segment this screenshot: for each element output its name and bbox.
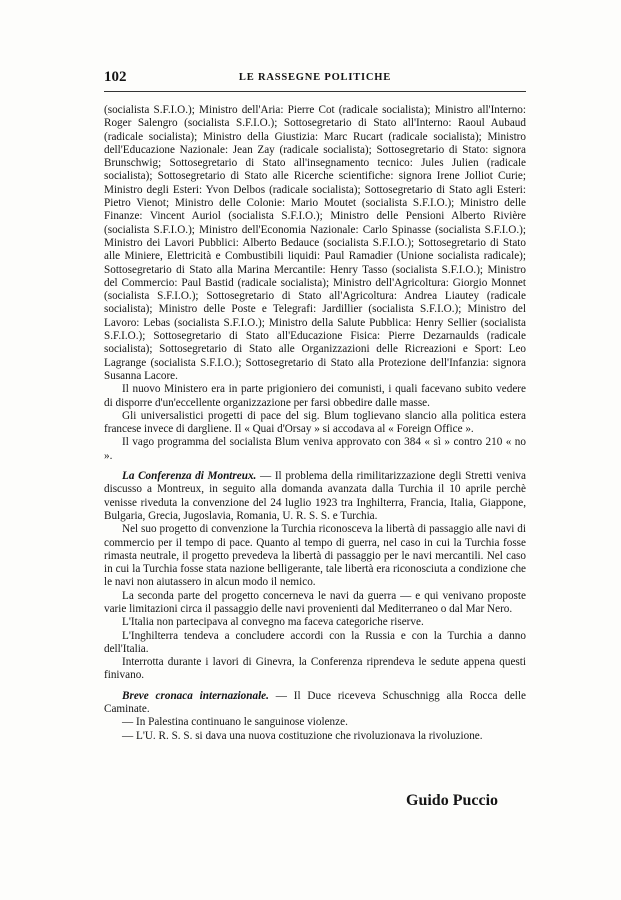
page-number: 102 [104,69,127,85]
paragraph-vote: Il vago programma del socialista Blum veniva approvato con 384 « sì » contro 210 « no ». [104,436,526,462]
section-cronaca [104,690,526,717]
paragraph-communists: Il nuovo Ministero era in parte prigioniero dei comunisti, i quali facevano subito vedere di disporre d'un'eccellente organizzazione per farsi obbedire dalle masse. [104,383,526,409]
section-title-cronaca: Breve cronaca internazionale. [122,689,269,702]
section-text-cronaca: — Il Duce riceveva Schuschnigg alla Rocca delle Caminate. [104,689,526,716]
running-title: LE RASSEGNE POLITICHE [238,72,392,83]
author-signature: Guido Puccio [406,792,499,809]
section-title-montreux: La Conferenza di Montreux. [122,470,257,483]
section-montreux [104,470,526,523]
header-rule [104,91,526,92]
paragraph-italy: L'Italia non partecipava al convegno ma faceva categoriche riserve. [122,616,424,629]
page-header [104,69,526,87]
paragraph-foreign-policy: Gli universalistici progetti di pace del sig. Blum toglievano slancio alla politica estera francese invece di dargliene. Il « Quai d'Orsay » si accodava al « Foreign Office ». [104,409,526,436]
paragraph-urss: — L'U. R. S. S. si dava una nuova costituzione che rivoluzionava la rivoluzione. [122,729,483,742]
article-body [104,104,526,743]
paragraph-warships: La seconda parte del progetto concerneva le navi da guerra — e qui venivano proposte varie limitazioni circa il passaggio delle navi provenienti dal Mediterraneo o dal Mar Nero. [104,589,526,615]
paragraph-ministers: (socialista S.F.I.O.); Ministro dell'Aria: Pierre Cot (radicale socialista); Ministro all'Interno: Roger Salengro (socialista S.F.I.O.); Sottosegretario di Stato all'Interno: Raoul Aubaud (radicale socialista); Ministro della Giustizia: Marc Rucart (radicale socialista); Ministro dell'Educazione Nazionale: Jean Zay (radicale socialista); Sottosegretario di Stato: signora Brunschwig; Sottosegretario di Stato all'insegnamento tecnico: Jules Julien (radicale socialista); Sottosegretario di Stato alle Ricerche scientifiche: signora Irene Jolliot Curie; Ministro degli Esteri: Yvon Delbos (radicale socialista); Sottosegretario di Stato agli Esteri: Pietro Vienot; Ministro delle Colonie: Mario Moutet (socialista S.F.I.O.); Ministro delle Finanze: Vincent Auriol (socialista S.F.I.O.); Ministro delle Pensioni Alberto Rivière (socialista S.F.I.O.); Ministro dell'Economia Nazionale: Carlo Spinasse (socialista S.F.I.O.); Ministro dei Lavori Pubblici: Alberto Bedauce (socialista S.F.I.O.); Sottosegretario di Stato alle Miniere, Elettricità e Combustibili liquidi: Paul Ramadier (Unione socialista radicale); Sottosegretario di Stato alla Marina Mercantile: Henry Tasso (socialista S.F.I.O.); Ministro del Commercio: Paul Bastid (radicale socialista); Ministro dell'Agricoltura: Giorgio Monnet (socialista S.F.I.O.); Sottosegretario di Stato all'Agricoltura: Andrea Liautey (radicale socialista); Ministro delle Poste e Telegrafi: Jardillier (socialista S.F.I.O.); Ministro del Lavoro: Lebas (socialista S.F.I.O.); Ministro della Salute Pubblica: Henry Sellier (socialista S.F.I.O.); Sottosegretario di Stato all'Educazione Fisica: Pierre Dezarnaulds (radicale socialista); Sottosegretario di Stato alle Organizzazioni delle Ricreazioni e Sport: Leo Lagrange (socialista S.F.I.O.); Sottosegretario di Stato alla Protezione dell'Infanzia: signora Susanna Lacore. [104,104,526,382]
paragraph-england: L'Inghilterra tendeva a concludere accordi con la Russia e con la Turchia a danno dell'Italia. [104,629,526,655]
paragraph-palestine: — In Palestina continuano le sanguinose violenze. [122,716,348,729]
section-text-montreux: — Il problema della rimilitarizzazione degli Stretti veniva discusso a Montreux, in seguito alla domanda avanzata dalla Turchia il 10 aprile perchè venisse riveduta la convenzione del 24 luglio 1923 tra Inghilterra, Francia, Italia, Giappone, Bulgaria, Grecia, Jugoslavia, Romania, U. R. S. S. e Turchia. [104,470,526,522]
paragraph-geneva: Interrotta durante i lavori di Ginevra, la Conferenza riprendeva le sedute appena questi finivano. [104,656,526,682]
paragraph-convention: Nel suo progetto di convenzione la Turchia riconosceva la libertà di passaggio alle navi di commercio per il tempo di pace. Quanto al tempo di guerra, nel caso in cui la Turchia fosse rimasta neutrale, il progetto prevedeva la libertà di passaggio per le navi mercantili. Nel caso in cui la Turchia fosse stata nazione belligerante, tale libertà era riconosciuta a condizione che le navi non aiutassero in alcun modo il nemico. [104,523,526,589]
